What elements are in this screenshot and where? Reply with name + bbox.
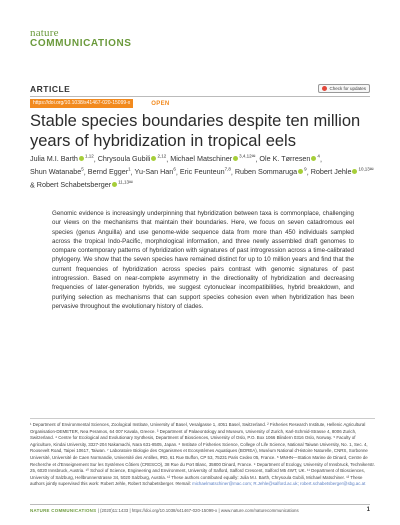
author-name[interactable] xyxy=(135,167,176,176)
author-name[interactable] xyxy=(180,167,231,176)
author-name[interactable] xyxy=(98,154,167,163)
journal-logo[interactable] xyxy=(30,28,132,49)
author-separator: , xyxy=(319,154,322,164)
author-affiliation-sup: 11,13✉ xyxy=(118,179,133,185)
article-title: Stable species boundaries despite ten million years of hybridization in tropical eels xyxy=(30,112,361,150)
author-name-text: Robert Schabetsberger xyxy=(36,180,112,190)
author-name-text: Ruben Sommaruga xyxy=(234,167,298,177)
doi-row xyxy=(30,99,170,108)
affiliations-footnotes xyxy=(30,418,375,488)
article-type-label: ARTICLE xyxy=(30,84,71,94)
author-name-text: Ole K. Tørresen xyxy=(259,154,311,164)
author-separator: , xyxy=(230,167,235,177)
page-footer xyxy=(30,504,370,513)
orcid-icon[interactable] xyxy=(233,156,238,161)
author-name-text: Yu-San Han xyxy=(134,167,174,177)
crossmark-icon xyxy=(322,86,327,91)
logo-communications: COMMUNICATIONS xyxy=(30,38,132,49)
author-affiliation-sup: 7,8 xyxy=(224,166,231,172)
author-name[interactable] xyxy=(259,154,320,163)
author-separator: , xyxy=(255,154,260,164)
header-divider xyxy=(30,96,370,97)
author-name-text: Michael Matschiner xyxy=(170,154,233,164)
orcid-icon[interactable] xyxy=(298,169,303,174)
footer-citation-line xyxy=(30,508,299,513)
author-name[interactable] xyxy=(88,167,131,176)
author-name-text: Robert Jehle xyxy=(310,167,352,177)
orcid-icon[interactable] xyxy=(151,156,156,161)
author-separator: , xyxy=(306,167,311,177)
author-affiliation-sup: 9 xyxy=(304,166,307,172)
logo-nature: nature xyxy=(30,27,59,39)
doi-link[interactable]: https://doi.org/10.1038/s41467-020-15099-x xyxy=(30,99,133,108)
author-name[interactable] xyxy=(170,154,255,163)
author-affiliation-sup: 2,12 xyxy=(157,154,167,159)
orcid-icon[interactable] xyxy=(352,169,357,174)
author-separator: , xyxy=(175,167,180,177)
author-separator: , xyxy=(83,167,88,177)
page-number: 1 xyxy=(366,507,370,513)
author-name-text: Eric Feunteun xyxy=(179,167,225,177)
orcid-icon[interactable] xyxy=(311,156,316,161)
abstract: Genomic evidence is increasingly underpinning that hybridization between taxa is commonplace, challenging our views on the mechanisms that maintain their boundaries. Here, we focus on seven catadromous eel species (genus Anguilla) and use genome-wide sequence data from more than 450 individuals sampled across the tropical Indo-Pacific, morphological information, and three newly assembled draft genomes to compare contemporary patterns of hybridization with signatures of past introgression across a time-calibrated phylogeny. We show that the seven species have remained distinct for up to 10 million years and find that the current frequencies of hybridization across species pairs contrast with genomic signatures of past introgression. Based on near-complete asymmetry in the directionality of hybridization and decreasing frequencies of later-generation hybrids, we suggest cytonuclear incompatibilities, hybrid breakdown, and purifying selection as mechanisms that can support species cohesion even when hybridization has been pervasive throughout the evolutionary history of clades. xyxy=(52,210,354,310)
author-separator: , xyxy=(166,154,171,164)
author-affiliation-sup: 1 xyxy=(128,166,131,172)
author-name[interactable] xyxy=(37,180,133,189)
author-name[interactable] xyxy=(311,167,374,176)
orcid-icon[interactable] xyxy=(112,182,117,187)
author-separator: & xyxy=(30,180,37,190)
orcid-icon[interactable] xyxy=(79,156,84,161)
author-affiliation-sup: 3,4,12✉ xyxy=(239,154,256,159)
author-name[interactable] xyxy=(30,167,84,176)
author-affiliation-sup: 10,13✉ xyxy=(358,166,374,172)
check-for-updates-label: Check for updates xyxy=(329,86,366,91)
author-affiliation-sup: 5 xyxy=(81,166,84,172)
author-affiliation-sup: 1,12 xyxy=(84,154,94,159)
author-name-text: Bernd Egger xyxy=(87,167,129,177)
check-for-updates-button[interactable] xyxy=(318,84,370,93)
corresponding-emails[interactable]: michaelmatschiner@mac.com; R.Jehle@salford.ac.uk; robert.schabetsberger@sbg.ac.at xyxy=(192,481,366,487)
author-separator: , xyxy=(93,154,98,164)
author-separator: , xyxy=(130,167,135,177)
footer-citation[interactable]: | (2020)11:1433 | https://doi.org/10.1038/s41467-020-15099-x | www.nature.com/naturecommunications xyxy=(97,507,299,513)
author-name-text: Julia M.I. Barth xyxy=(30,154,78,164)
open-access-label: OPEN xyxy=(151,100,170,107)
affiliations-text: ¹ Department of Environmental Sciences, Zoological Institute, University of Basel, Vesalgasse 1, 4051 Basel, Switzerland. ² Fisheries Research Institute, Hellenic Agricultural Organisation-DEMETER, Nea Peramos, 64 007 Kavala, Greece. ³ Department of Palaeontology and Museum, University of Zurich, Karl-Schmid-Strasse 4, 8006 Zurich, Switzerland. ⁴ Centre for Ecological and Evolutionary Synthesis, Department of Biosciences, University of Oslo, P.O. Box 1066 Blindern 0316 Oslo, Norway. ⁵ Faculty of Agriculture, Kindai University, 3327-204 Nakamachi, Nara 631-8505, Japan. ⁶ Institute of Fisheries Science, College of Life Science, National Taiwan University, No. 1, Sec. 4, Roosevelt Road, Taipei 10617, Taiwan. ⁷ Laboratoire Biologie des Organismes et Ecosystèmes Aquatiques (BOREA), Muséum National d'Histoire Naturelle, CNRS, Sorbonne Université, Université de Caen Normandie, Université des Antilles, IRD, 61 Rue Buffon, CP 53, 75231 Paris Cedex 05, France. ⁸ MNHN—Station Marine de Dinard, Centre de Recherche et d'Enseignement Sur les Systèmes Côtiers (CRESCO), 38 Rue du Port Blanc, 35800 Dinard, France. ⁹ Department of Ecology, University of Innsbruck, Technikerstr. 25, 6020 Innsbruck, Austria. ¹⁰ School of Science, Engineering and Environment, University of Salford, Salford Crescent, Salford M5 4WT, UK. ¹¹ Department of Biosciences, University of Salzburg, Hellbrunnerstrasse 34, 5020 Salzburg, Austria. ¹² These authors contributed equally: Julia M.I. Barth, Chrysoula Gubili, Michael Matschiner. ¹³ These authors jointly supervised this work: Robert Jehle, Robert Schabetsberger. ✉email: xyxy=(30,422,375,487)
author-name-text: Shun Watanabe xyxy=(30,167,82,177)
author-affiliation-sup: 6 xyxy=(173,166,176,172)
author-name-text: Chrysoula Gubili xyxy=(97,154,151,164)
author-list xyxy=(30,152,375,191)
author-name[interactable] xyxy=(30,154,94,163)
author-affiliation-sup: 4 xyxy=(317,154,320,159)
author-name[interactable] xyxy=(235,167,307,176)
footer-journal: NATURE COMMUNICATIONS xyxy=(30,507,97,513)
